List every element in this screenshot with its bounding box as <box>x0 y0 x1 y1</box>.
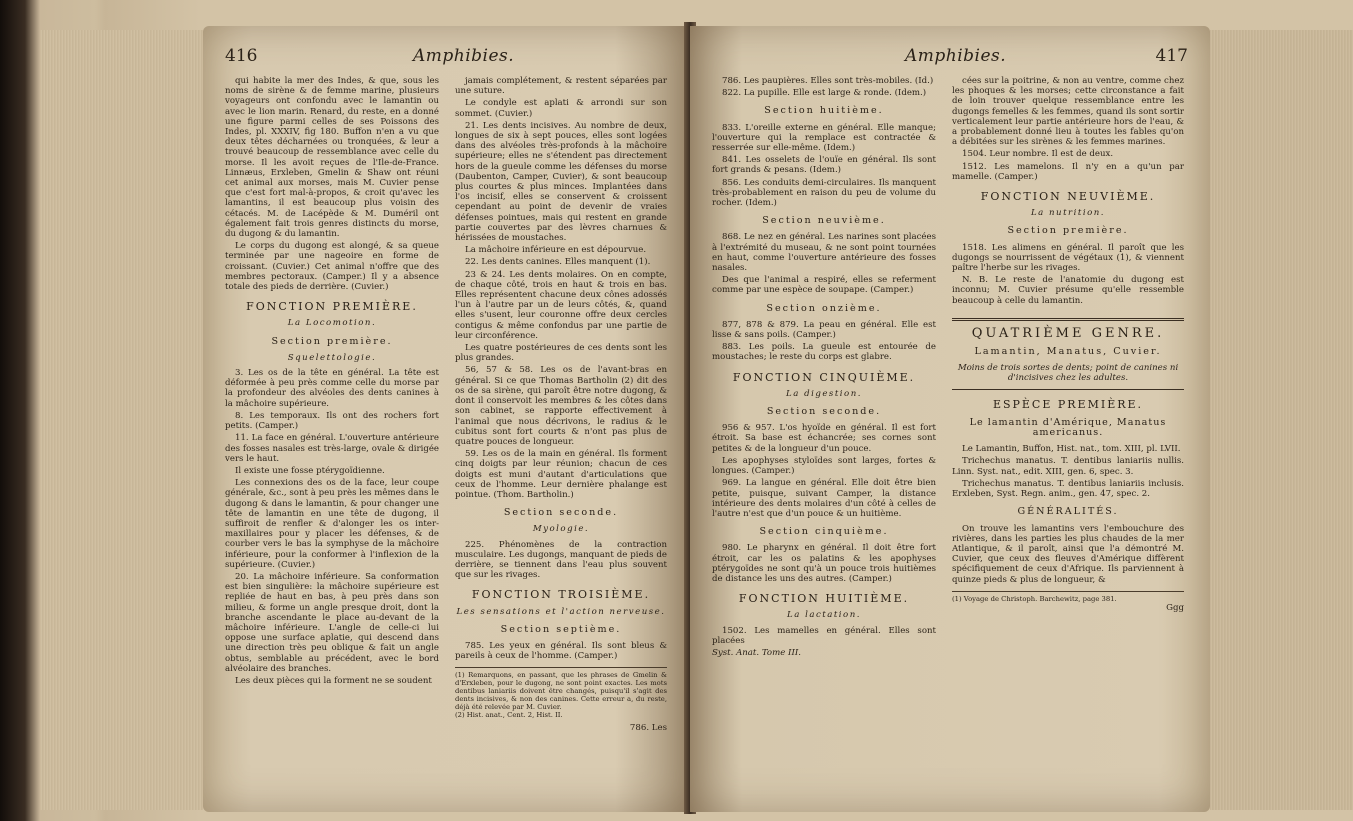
section-heading: Section huitième. <box>764 105 884 117</box>
genus-description: Moins de trois sortes de dents; point de canines ni d'incisives chez les adultes. <box>957 363 1179 384</box>
section-heading: Section première. <box>271 335 393 347</box>
left-page-number: 416 <box>225 46 258 66</box>
subheading: Les sensations et l'action nerveuse. <box>456 606 666 617</box>
paragraph: On trouve les lamantins vers l'embouchure des rivières, dans les parties les plus chaudes de la mer Atlantique, & il paroît, ainsi que l'a démontré M. Cuvier, que ceux des fleuves d'Amérique diffèrent spécifiquement de ceux d'Afrique. Ils parviennent à quinze pieds & plus de longueur, & <box>952 523 1184 585</box>
paragraph: Le corps du dugong est alongé, & sa queue terminée par une nageoire en forme de croissant. (Cuvier.) Cet animal n'offre que des membres pectoraux. (Camper.) Il y a absence totale des pieds de derrière. (Cuvier.) <box>225 241 439 293</box>
right-column-1 <box>712 76 936 660</box>
footnote: (1) Remarquons, en passant, que les phrases de Gmelin & d'Erxleben, pour le dugong, ne sont point exactes. Les mots dentibus laniariis doivent être changés, puisqu'il s'agit des dents incisives, & non des canines. Cette erreur a, du reste, déjà été relevée par M. Cuvier. <box>455 671 667 712</box>
paragraph: 59. Les os de la main en général. Ils forment cinq doigts par leur réunion; chacun de ces doigts est muni d'autant d'articulations que ceux de l'homme. Leur dernière phalange est pointue. (Thom. Bartholin.) <box>455 449 667 500</box>
section-heading: FONCTION HUITIÈME. <box>738 592 910 606</box>
paragraph: 22. Les dents canines. Elles manquent (1). <box>465 257 651 268</box>
paragraph: cées sur la poitrine, & non au ventre, comme chez les phoques & les morses; cette circonstance a fait de loin trouver quelque ressemblance entre les dugongs femelles & les femmes, quand ils sont sortir verticalement leur partie antérieure hors de l'eau, & a probablement donné lieu à toutes les fables qu'on a débitées sur les sirènes & les femmes marines. <box>952 76 1184 148</box>
signature-mark: Ggg <box>1166 602 1184 613</box>
paragraph: 841. Les osselets de l'ouïe en général. Ils sont fort grands & pesans. (Idem.) <box>712 155 936 176</box>
catchword: 786. Les <box>629 723 667 734</box>
section-heading: Section cinquième. <box>759 526 889 538</box>
paragraph: Les connexions des os de la face, leur coupe générale, &c., sont à peu près les mêmes dans le dugong & dans le lamantin, & pour changer une tête de lamantin en une tête de dugong, il suffiroit de renfler & d'alonger les os inter-maxillaires pour y placer les défenses, & de courber vers le bas la symphyse de la mâchoire inférieure, pour la conformer à l'inflexion de la supérieure. (Cuvier.) <box>225 478 439 570</box>
paragraph: 3. Les os de la tête en général. La tête est déformée à peu près comme celle du morse par la profondeur des alvéoles des dents canines à la mâchoire supérieure. <box>225 368 439 409</box>
divider <box>952 318 1184 321</box>
right-running-head: Amphibies. <box>905 46 1007 66</box>
paragraph: 822. La pupille. Elle est large & ronde. (Idem.) <box>722 88 927 99</box>
paragraph: Trichechus manatus. T. dentibus laniariis inclusis. Erxleben, Syst. Regn. anim., gen. 47, spec. 2. <box>952 478 1184 500</box>
subheading: Myologie. <box>532 524 590 535</box>
right-page <box>690 26 1210 812</box>
genus-name: Lamantin, Manatus, Cuvier. <box>974 346 1162 358</box>
section-heading: Section seconde. <box>503 507 619 519</box>
subheading: Squelettologie. <box>287 352 377 363</box>
right-page-number: 417 <box>1155 46 1188 66</box>
subheading: La nutrition. <box>1030 208 1106 219</box>
paragraph: Trichechus manatus. T. dentibus laniariis nullis. Linn. Syst. nat., edit. XIII, gen. 6, spec. 3. <box>952 456 1184 477</box>
paragraph: 225. Phénomènes de la contraction musculaire. Les dugongs, manquant de pieds de derrière, se tiennent dans l'eau plus souvent que sur les rivages. <box>455 539 667 581</box>
section-heading: Section neuvième. <box>762 215 886 227</box>
left-running-head: Amphibies. <box>413 46 515 66</box>
left-page <box>203 26 688 812</box>
subheading: La Locomotion. <box>287 318 377 329</box>
paragraph: 786. Les paupières. Elles sont très-mobiles. (Id.) <box>722 76 934 86</box>
section-heading: Section seconde. <box>766 406 882 418</box>
paragraph: 969. La langue en général. Elle doit être bien petite, puisque, suivant Camper, la distance intérieure des dents molaires d'un côté à celles de l'autre n'est que d'un pouce & un huitième. <box>712 478 936 519</box>
section-heading: FONCTION NEUVIÈME. <box>980 190 1156 204</box>
section-heading: Section première. <box>1007 225 1129 237</box>
divider <box>952 389 1184 390</box>
paragraph: 980. Le pharynx en général. Il doit être fort étroit, car les os palatins & les apophyses ptérygoïdes ne sont qu'à un pouce trois huitièmes de distance les uns des autres. (Camper.) <box>712 543 936 584</box>
paragraph: 1518. Les alimens en général. Il paroît que les dugongs se nourrissent de végétaux (1), & viennent paître l'herbe sur les rivages. <box>952 242 1184 274</box>
paragraph: 1502. Les mamelles en général. Elles sont placées <box>712 625 936 646</box>
section-heading: FONCTION CINQUIÈME. <box>732 370 916 384</box>
page-edges-left <box>40 30 203 810</box>
footnote: (1) Voyage de Christoph. Barchewitz, page 381. <box>952 594 1117 603</box>
paragraph: Le condyle est aplati & arrondi sur son sommet. (Cuvier.) <box>455 98 667 119</box>
left-column-1 <box>225 76 439 688</box>
paragraph: 833. L'oreille externe en général. Elle manque; l'ouverture qui la remplace est contractée & resserrée sur elle-même. (Idem.) <box>712 122 936 154</box>
paragraph: 868. Le nez en général. Les narines sont placées à l'extrémité du museau, & ne sont point tournées en haut, comme l'ouverture antérieure des fosses nasales. <box>712 232 936 274</box>
paragraph: jamais complétement, & restent séparées par une suture. <box>455 76 667 97</box>
species-name: Le lamantin d'Amérique, Manatus americanus. <box>969 416 1167 439</box>
paragraph: 1512. Les mamelons. Il n'y en a qu'un par mamelle. (Camper.) <box>952 161 1184 182</box>
paragraph: 956 & 957. L'os hyoïde en général. Il est fort étroit. Sa base est échancrée; ses cornes sont petites & de la longueur d'un pouce. <box>712 423 936 454</box>
paragraph: 883. Les poils. La gueule est entourée de moustaches; le reste du corps est glabre. <box>712 342 936 363</box>
paragraph: Les deux pièces qui la forment ne se soudent <box>235 675 432 686</box>
footnotes <box>952 591 1184 603</box>
section-heading: Section septième. <box>500 623 622 635</box>
right-column-2 <box>952 76 1184 615</box>
footnotes <box>455 667 667 719</box>
species-heading: ESPÈCE PREMIÈRE. <box>992 397 1144 411</box>
paragraph: Les quatre postérieures de ces dents sont les plus grandes. <box>455 343 667 364</box>
paragraph: 856. Les conduits demi-circulaires. Ils manquent très-probablement en raison du peu de volume du rocher. (Idem.) <box>712 177 936 209</box>
paragraph: 56, 57 & 58. Les os de l'avant-bras en général. Si ce que Thomas Bartholin (2) dit des os de sa sirène, qui paroît être notre dugong, & dont il conservoit les membres & les côtes dans son cabinet, se rapporte effectivement à l'animal que nous décrivons, le radius & le cubitus sont fort courts & n'ont pas plus de quatre pouces de longueur. <box>455 365 667 447</box>
paragraph: N. B. Le reste de l'anatomie du dugong est inconnu; M. Cuvier présume qu'elle ressemble beaucoup à celle du lamantin. <box>952 275 1184 306</box>
signature-line: Syst. Anat. Tome III. <box>712 647 801 658</box>
paragraph: Le Lamantin, Buffon, Hist. nat., tom. XIII, pl. LVII. <box>962 444 1181 455</box>
paragraph: 1504. Leur nombre. Il est de deux. <box>962 149 1114 160</box>
paragraph: La mâchoire inférieure en est dépourvue. <box>465 245 647 256</box>
subheading: La digestion. <box>786 388 862 399</box>
section-heading: Section onzième. <box>766 302 882 314</box>
section-heading: FONCTION TROISIÈME. <box>471 588 651 602</box>
paragraph: 23 & 24. Les dents molaires. On en compte, de chaque côté, trois en haut & trois en bas. Elles représentent chacune deux cônes adossés l'un à l'autre par un de leurs côtés, &, quand elles s'usent, leur couronne offre deux cercles contigus & même confondus par une partie de leur circonférence. <box>455 269 667 341</box>
subheading: La lactation. <box>787 610 861 621</box>
paragraph: 21. Les dents incisives. Au nombre de deux, longues de six à sept pouces, elles sont logées dans des alvéoles très-profonds à la mâchoire supérieure; elles ne s'étendent pas directement hors de la gueule comme les défenses du morse (Daubenton, Camper, Cuvier), & sont beaucoup plus courtes & plus minces. Implantées dans l'os incisif, elles se conservent & croissent cependant au point de devenir de vraies défenses pointues, mais qui restent en grande partie couvertes par des lèvres charnues & hérissées de moustaches. <box>455 120 667 244</box>
paragraph: 11. La face en général. L'ouverture antérieure des fosses nasales est très-large, ovale & dirigée vers le haut. <box>225 433 439 464</box>
paragraph: Il existe une fosse ptérygoïdienne. <box>235 465 385 476</box>
section-heading: GÉNÉRALITÉS. <box>1017 506 1119 518</box>
paragraph: 20. La mâchoire inférieure. Sa conformation est bien singulière: la mâchoire supérieure est repliée de haut en bas, à peu près dans son milieu, & forme un angle presque droit, dont la branche ascendante le place au-devant de la mâchoire inférieure. L'angle de celle-ci lui oppose une surface aplatie, qui descend dans une direction très peu oblique & fait un angle obtus, semblable au précédent, avec le bord alvéolaire des branches. <box>225 571 439 674</box>
page-edges-right <box>1210 30 1353 810</box>
genus-heading: QUATRIÈME GENRE. <box>971 325 1165 341</box>
paragraph: 8. Les temporaux. Ils ont des rochers fort petits. (Camper.) <box>225 410 439 432</box>
paragraph: qui habite la mer des Indes, & que, sous les noms de sirène & de femme marine, plusieurs voyageurs ont confondu avec le lamantin ou avec le lion marin. Renard, du reste, en a donné une figure parmi celles de ses Poissons des Indes, pl. XXXIV, fig 180. Buffon n'en a vu que deux têtes décharnées ou tronquées, & leur a trouvé beaucoup de ressemblance avec celle du morse. Il les avoit reçues de l'Ile-de-France. Linnæus, Erxleben, Gmelin & Shaw ont réuni cet animal aux morses, mais M. Cuvier pense que c'est fort mal-à-propos, & croit qu'avec les lamantins, il est beaucoup plus voisin des cétacés. M. de Lacépède & M. Duméril ont également fait trois genres distincts du morse, du dugong & du lamantin. <box>225 76 439 240</box>
paragraph: 877, 878 & 879. La peau en général. Elle est lisse & sans poils. (Camper.) <box>712 319 936 341</box>
paragraph: 785. Les yeux en général. Ils sont bleus & pareils à ceux de l'homme. (Camper.) <box>455 640 667 662</box>
section-heading: FONCTION PREMIÈRE. <box>246 300 418 314</box>
left-column-2 <box>455 76 667 736</box>
paragraph: Les apophyses styloïdes sont larges, fortes & longues. (Camper.) <box>712 455 936 477</box>
paragraph: Des que l'animal a respiré, elles se referment comme par une espèce de soupape. (Camper.) <box>712 275 936 296</box>
footnote: (2) Hist. anat., Cent. 2, Hist. II. <box>455 711 563 720</box>
